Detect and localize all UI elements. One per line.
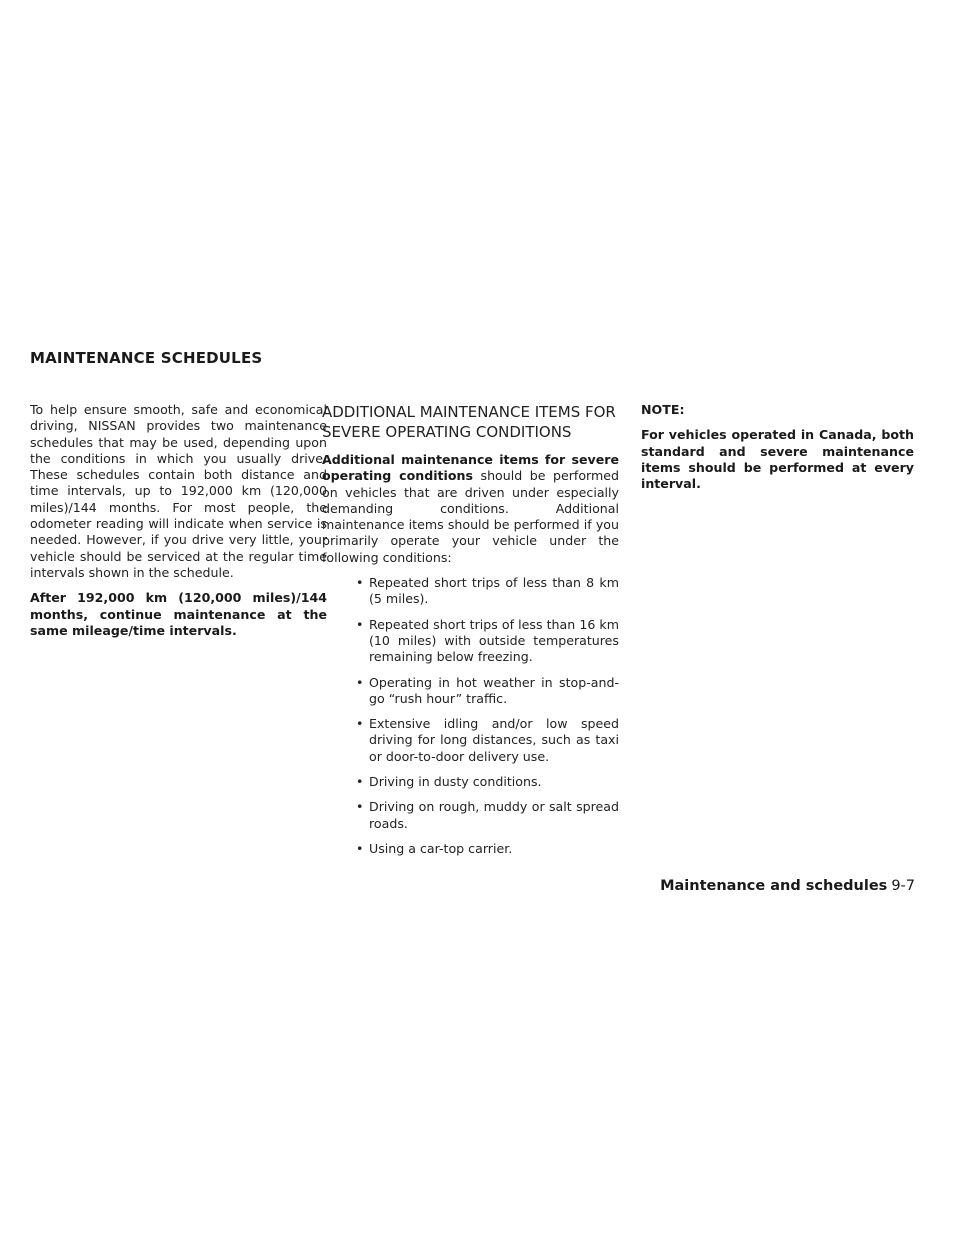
page-footer xyxy=(660,878,915,894)
column-severe-conditions xyxy=(322,402,619,866)
severe-conditions-lead-bold: Additional maintenance items for severe operating conditions xyxy=(322,452,619,484)
severe-conditions-heading: ADDITIONAL MAINTENANCE ITEMS FOR SEVERE OPERATING CONDITIONS xyxy=(322,403,616,441)
bullet-icon: • xyxy=(356,716,364,732)
bullet-icon: • xyxy=(356,616,364,632)
bullet-icon: • xyxy=(356,674,364,690)
list-item xyxy=(322,716,619,765)
condition-text: Operating in hot weather in stop-and-go “rush hour” traffic. xyxy=(369,674,619,706)
intro-paragraph: To help ensure smooth, safe and economical driving, NISSAN provides two maintenance schedules that may be used, depending upon the conditions in which you usually drive. These schedules contain both distance and time intervals, up to 192,000 km (120,000 miles)/144 months. For most people, the odometer reading will indicate when service is needed. However, if you drive very little, your vehicle should be serviced at the regular time intervals shown in the schedule. xyxy=(30,402,327,580)
bullet-icon: • xyxy=(356,774,364,790)
note-text: For vehicles operated in Canada, both standard and severe maintenance items should be performed at every interval. xyxy=(641,427,914,492)
severe-conditions-lead xyxy=(322,452,619,566)
column-intro xyxy=(30,402,327,648)
condition-text: Repeated short trips of less than 8 km (5 miles). xyxy=(369,575,619,607)
bullet-icon: • xyxy=(356,799,364,815)
page-number: 9-7 xyxy=(891,878,915,894)
condition-text: Driving in dusty conditions. xyxy=(369,774,542,790)
list-item xyxy=(322,617,619,666)
after-interval-note: After 192,000 km (120,000 miles)/144 months, continue maintenance at the same mileage/time intervals. xyxy=(30,590,327,638)
condition-text: Extensive idling and/or low speed driving for long distances, such as taxi or door-to-door delivery use. xyxy=(369,716,619,764)
list-item xyxy=(322,841,619,857)
condition-text: Driving on rough, muddy or salt spread roads. xyxy=(369,799,619,831)
list-item xyxy=(322,799,619,832)
list-item xyxy=(322,575,619,608)
list-item xyxy=(322,675,619,708)
conditions-list xyxy=(322,575,619,857)
severe-conditions-lead-text: should be performed on vehicles that are driven under especially demanding conditions. Additional maintenance items should be performed if you primarily operate your vehicle under the following conditions: xyxy=(322,468,619,565)
column-note xyxy=(641,402,914,501)
note-label: NOTE: xyxy=(641,402,685,417)
bullet-icon: • xyxy=(356,840,364,856)
section-title: MAINTENANCE SCHEDULES xyxy=(30,349,263,367)
bullet-icon: • xyxy=(356,575,364,591)
list-item xyxy=(322,774,619,790)
condition-text: Using a car-top carrier. xyxy=(369,840,513,856)
chapter-title: Maintenance and schedules xyxy=(660,878,888,894)
condition-text: Repeated short trips of less than 16 km (10 miles) with outside temperatures remaining below freezing. xyxy=(369,616,619,665)
